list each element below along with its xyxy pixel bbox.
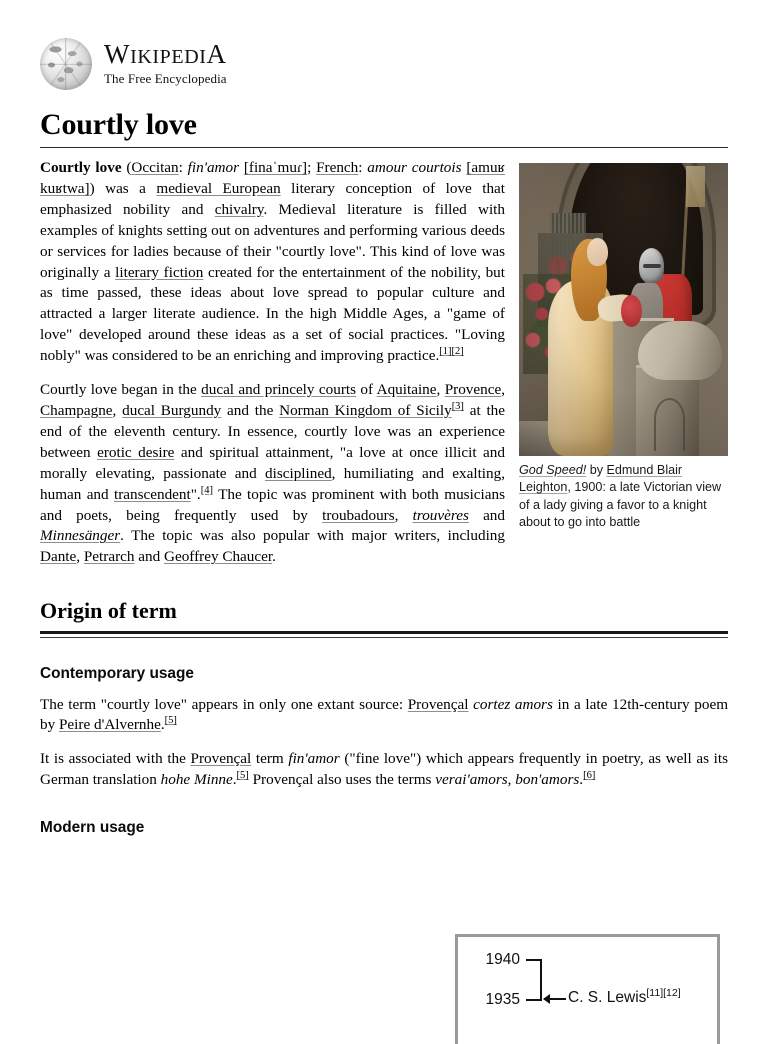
cu-p2-text-5: Provençal also uses the terms	[248, 771, 436, 789]
disciplined-link[interactable]: disciplined	[265, 464, 332, 482]
subsection-heading-modern-usage: Modern usage	[40, 819, 145, 837]
figure-caption	[519, 462, 728, 532]
timeline-reference-11[interactable]: [11]	[646, 986, 664, 999]
p2-text-2: of	[356, 381, 377, 399]
section-divider	[40, 631, 728, 637]
caption-by: by	[586, 463, 607, 477]
p2-text-8: and spiritual attainment, "a love at once illicit and morally elevating, passionate and	[40, 443, 505, 482]
trouveres-link[interactable]: trouvères	[412, 506, 469, 524]
cu-p1-text-4: .	[160, 716, 165, 734]
caption-title-link[interactable]: God Speed!	[519, 463, 587, 477]
subsection-heading-contemporary-usage: Contemporary usage	[40, 664, 194, 682]
p2-text-9: , humiliating and exalting, human and	[40, 464, 505, 503]
erotic-desire-link[interactable]: erotic desire	[97, 443, 175, 461]
timeline-inner	[458, 937, 717, 1044]
reference-2[interactable]: [2]	[451, 346, 464, 358]
chaucer-link[interactable]: Geoffrey Chaucer	[164, 548, 273, 566]
lead-open-paren: (	[121, 159, 132, 176]
masthead-text	[104, 41, 227, 87]
timeline-entry-cs-lewis[interactable]	[568, 986, 681, 1007]
god-speed-painting[interactable]	[519, 163, 728, 456]
p2-text-1: Courtly love began in the	[40, 381, 202, 399]
timeline-graphic[interactable]	[455, 934, 720, 1044]
minnesanger-link[interactable]: Minnesänger	[40, 527, 121, 545]
ducal-courts-link[interactable]: ducal and princely courts	[201, 381, 357, 399]
provencal-link-1[interactable]: Provençal	[407, 695, 469, 713]
reference-4[interactable]: [4]	[200, 484, 213, 496]
cu-p2-text-6: ,	[507, 771, 516, 789]
wordmark-w: W	[104, 39, 131, 69]
p2-text-12: ,	[394, 506, 413, 524]
finamor-term: fin'amor	[187, 159, 240, 176]
p2-text-15: ,	[76, 548, 84, 566]
cu-p2-text-2: term	[251, 750, 289, 768]
contemporary-usage-paragraph-2	[40, 749, 728, 791]
timeline-arrow-icon	[544, 998, 566, 1000]
lead-term: Courtly love	[40, 159, 122, 176]
timeline-entry-label: C. S. Lewis	[568, 989, 647, 1006]
wikipedia-globe-icon	[40, 38, 92, 90]
timeline-year-1940: 1940	[485, 951, 520, 968]
bonamors-italic: bon'amors	[515, 771, 580, 789]
cu-p2-text-3: ("fine love") which appears frequently in poetry, as well as its German translation	[40, 750, 728, 789]
section-heading-origin-of-term: Origin of term	[40, 598, 177, 624]
sicily-link[interactable]: Norman Kingdom of Sicily	[279, 401, 452, 419]
lang-sep-1: ;	[307, 159, 317, 176]
p2-text-5: ,	[112, 401, 123, 419]
painting-vignette	[519, 163, 728, 456]
occitan-link[interactable]: Occitan	[131, 159, 179, 176]
caption-artist-link[interactable]: Edmund Blair Leighton	[519, 463, 683, 495]
troubadours-link[interactable]: troubadours	[322, 506, 395, 524]
timeline-year-1935: 1935	[485, 991, 520, 1008]
cu-p2-text-1: It is associated with the	[40, 750, 191, 768]
p2-text-6: and the	[221, 401, 280, 419]
reference-5a[interactable]: [5]	[164, 715, 177, 727]
article-figure	[519, 163, 728, 532]
cu-p2-text-4: .	[232, 771, 237, 789]
lead-close-paren: ) was a	[89, 179, 157, 197]
page-title: Courtly love	[40, 108, 197, 141]
reference-1[interactable]: [1]	[439, 346, 452, 358]
burgundy-link[interactable]: ducal Burgundy	[122, 401, 222, 419]
reference-6[interactable]: [6]	[583, 770, 596, 782]
lead-text-3: created for the entertainment of the nobility, but as time passed, these ideas about love spread to popular culture and attracted a larger literate audience. In the high Middle Ages, a "game of love" developed around these ideas as a set of social practices. "Loving nobly" was considered to be an enriching and improving practice.	[40, 263, 505, 365]
reference-5b[interactable]: [5]	[236, 770, 249, 782]
cu-p2-text-7: .	[579, 771, 584, 789]
wordmark-rest: IKIPEDI	[130, 46, 207, 68]
wordmark-a: A	[206, 39, 227, 69]
p2-text-7: at the end of the eleventh century. In essence, courtly love was an experience between	[40, 401, 506, 461]
aquitaine-link[interactable]: Aquitaine	[376, 381, 437, 399]
p2-text-14: . The topic was also popular with major writers, including	[120, 527, 505, 545]
p2-text-3: ,	[436, 381, 445, 399]
contemporary-usage-paragraph-1	[40, 695, 728, 737]
literary-fiction-link[interactable]: literary fiction	[115, 263, 204, 281]
p2-text-13: and	[468, 506, 505, 524]
veraiamors-italic: verai'amors	[435, 771, 508, 789]
french-link[interactable]: French	[316, 159, 359, 176]
p2-text-16: and	[134, 548, 164, 566]
timeline-axis-line	[540, 959, 542, 999]
lang1-sep: :	[178, 159, 188, 176]
provence-link[interactable]: Provence	[444, 381, 502, 399]
french-ipa[interactable]: [amuʁ kuʁtwa]	[40, 159, 505, 197]
timeline-reference-12[interactable]: [12]	[663, 986, 681, 999]
wikipedia-wordmark	[104, 41, 227, 68]
lead-text-2: . Medieval literature is filled with examples of knights setting out on adventures and performing various deeds or services for ladies because of their "courtly love". This kind of love was originally a	[40, 200, 505, 281]
chivalry-link[interactable]: chivalry	[214, 200, 264, 218]
hohe-minne-italic: hohe Minne	[160, 771, 233, 789]
reference-3[interactable]: [3]	[451, 400, 464, 412]
p2-text-17: .	[272, 548, 276, 566]
peire-dalvernhe-link[interactable]: Peire d'Alvernhe	[58, 716, 161, 734]
occitan-ipa[interactable]: [finaˈmuɾ]	[243, 159, 308, 176]
title-divider	[40, 147, 728, 148]
caption-rest: , 1900: a late Victorian view of a lady giving a favor to a knight about to go into battle	[519, 480, 722, 530]
cu-p1-text-1: The term "courtly love" appears in only one extant source:	[40, 695, 408, 713]
petrarch-link[interactable]: Petrarch	[83, 548, 135, 566]
cortez-amors-italic: cortez amors	[473, 695, 553, 713]
finamor-italic: fin'amor	[288, 750, 340, 768]
wikipedia-tagline: The Free Encyclopedia	[104, 71, 227, 86]
medieval-european-link[interactable]: medieval European	[156, 179, 281, 197]
cu-p1-text-3: in a late 12th-century poem by	[40, 695, 729, 734]
wikipedia-masthead	[40, 0, 728, 92]
champagne-link[interactable]: Champagne	[40, 401, 113, 419]
lead-text-1: literary conception of love that emphasized nobility and	[40, 179, 505, 218]
provencal-link-2[interactable]: Provençal	[190, 750, 252, 768]
transcendent-link[interactable]: transcendent	[113, 485, 191, 503]
p2-text-10: ".	[190, 485, 201, 503]
dante-link[interactable]: Dante	[40, 548, 77, 566]
amour-courtois-term: amour courtois	[367, 159, 462, 176]
lang2-sep: :	[358, 159, 368, 176]
p2-text-11: The topic was prominent with both musicians and poets, being frequently used by	[40, 485, 505, 524]
timeline-tick-bottom	[526, 999, 542, 1001]
p2-text-4: ,	[501, 381, 505, 399]
